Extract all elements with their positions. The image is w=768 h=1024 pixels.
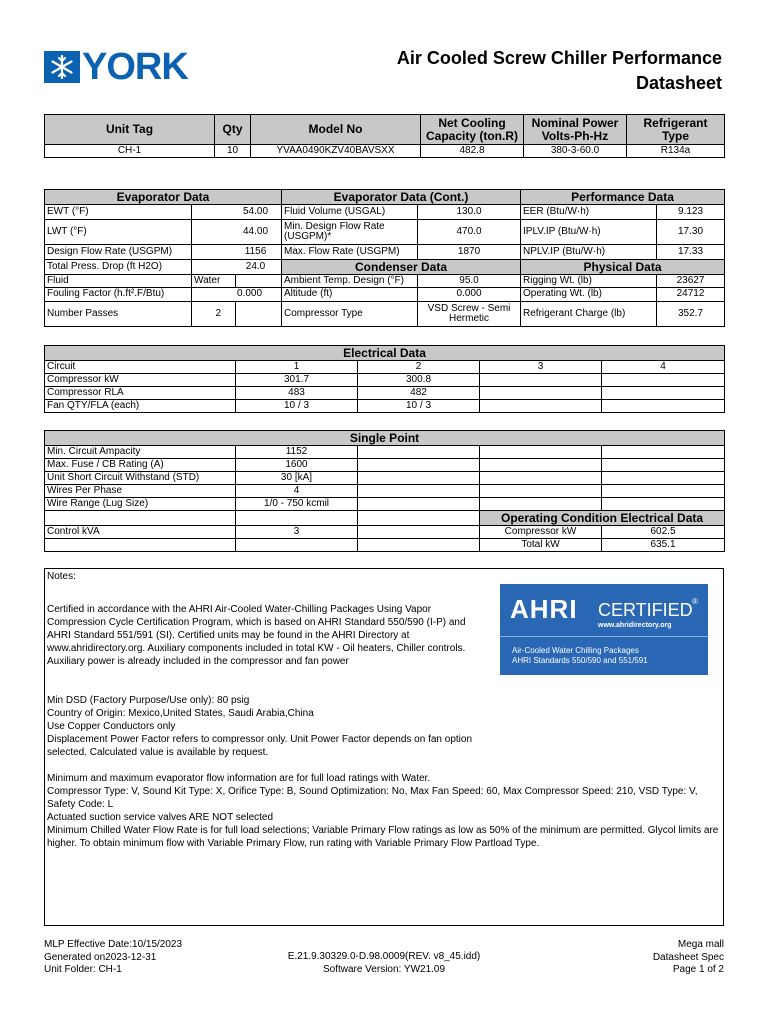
header-model-no: Model No [251,115,421,145]
perf-label: EER (Btu/W·h) [521,205,657,220]
condenser-label: Ambient Temp. Design (°F) [282,275,418,288]
physical-label: Rigging Wt. (lb) [521,275,657,288]
evap-value: 2 [192,302,236,327]
evap-label: Total Press. Drop (ft H2O) [45,260,192,275]
header-net-cooling: Net Cooling Capacity (ton.R) [421,115,524,145]
physical-label: Refrigerant Charge (lb) [521,302,657,327]
header-nominal-power: Nominal Power Volts-Ph-Hz [524,115,627,145]
condenser-data-title: Condenser Data [282,260,521,275]
op-label: Compressor kW [480,526,602,539]
evap-label: Fluid [45,275,192,288]
condenser-value: VSD Screw - Semi Hermetic [418,302,521,327]
sp-label: Max. Fuse / CB Rating (A) [45,459,236,472]
control-kva-value: 3 [236,526,358,539]
condenser-value: 0.000 [418,288,521,302]
electrical-data-title: Electrical Data [45,346,725,361]
power-value: 380-3-60.0 [524,145,627,158]
elec-label: Compressor RLA [45,387,236,400]
condenser-value: 95.0 [418,275,521,288]
brand-name: YORK [82,46,188,88]
evap-value: 24.0 [192,260,282,275]
perf-label: NPLV.IP (Btu/W·h) [521,245,657,260]
sp-label: Min. Circuit Ampacity [45,446,236,459]
single-point-title: Single Point [45,431,725,446]
snowflake-icon [44,51,80,83]
elec-c1: 1 [236,361,358,374]
elec-c2: 10 / 3 [358,400,480,413]
evap-label: Fouling Factor (h.ft².F/Btu) [45,288,192,302]
qty-value: 10 [215,145,251,158]
single-point-table [44,430,725,552]
notes-line: Use Copper Conductors only [47,721,176,732]
physical-data-title: Physical Data [521,260,725,275]
sp-label: Wire Range (Lug Size) [45,498,236,511]
perf-label: IPLV.IP (Btu/W·h) [521,220,657,245]
footer-revision: E.21.9.30329.0-D.98.0009(REV. v8_45.idd) [287,951,481,962]
sp-value: 1600 [236,459,358,472]
evap-cont-label: Fluid Volume (USGAL) [282,205,418,220]
unit-tag-value: CH-1 [45,145,215,158]
elec-label: Fan QTY/FLA (each) [45,400,236,413]
notes-line: Displacement Power Factor refers to compressor only. Unit Power Factor depends on fan option selected. Calculated value is available by request. [47,734,473,758]
evaporator-cont-title: Evaporator Data (Cont.) [282,190,521,205]
elec-c3 [480,400,602,413]
title-line-2: Datasheet [635,73,722,93]
perf-value: 17.33 [657,245,725,260]
elec-label: Compressor kW [45,374,236,387]
operating-condition-title: Operating Condition Electrical Data [480,511,725,526]
evap-label: EWT (°F) [45,205,192,220]
header-refrigerant: Refrigerant Type [627,115,725,145]
notes-line: Minimum and maximum evaporator flow information are for full load ratings with Water. [47,773,431,784]
registered-mark: ® [692,597,698,606]
evap-value: 54.00 [192,205,282,220]
notes-line: Country of Origin: Mexico,United States, Saudi Arabia,China [47,708,314,719]
elec-c2: 482 [358,387,480,400]
physical-value: 24712 [657,288,725,302]
footer-doc-type: Datasheet Spec [652,951,724,963]
evap-cont-label: Min. Design Flow Rate (USGPM)* [282,220,418,245]
header-qty: Qty [215,115,251,145]
badge-divider [500,636,708,637]
sp-value: 1/0 - 750 kcmil [236,498,358,511]
evap-cont-value: 130.0 [418,205,521,220]
footer-generated: Generated on2023-12-31 [44,951,157,963]
control-kva-label: Control kVA [45,526,236,539]
elec-c4 [602,374,725,387]
elec-c4 [602,400,725,413]
evap-value: 44.00 [192,220,282,245]
sp-label: Unit Short Circuit Withstand (STD) [45,472,236,485]
notes-heading: Notes: [47,571,76,582]
physical-label: Operating Wt. (lb) [521,288,657,302]
physical-value: 352.7 [657,302,725,327]
ahri-line-1: Air-Cooled Water Chilling Packages [512,646,639,655]
sp-value: 1152 [236,446,358,459]
op-value: 635.1 [602,539,725,552]
elec-c3 [480,387,602,400]
sp-value: 30 [kA] [236,472,358,485]
footer-software-version: Software Version: YW21.09 [322,963,446,975]
evap-cont-value: 1870 [418,245,521,260]
evap-value: 1156 [192,245,282,260]
header-unit-tag: Unit Tag [45,115,215,145]
elec-label: Circuit [45,361,236,374]
refrigerant-value: R134a [627,145,725,158]
model-no-value: YVAA0490KZV40BAVSXX [251,145,421,158]
notes-line: Minimum Chilled Water Flow Rate is for full load selections; Variable Primary Flow ratings as low as 50% of the minimum are permitted. Glycol limits are higher. To obtain minimum flow with Variable Primary Flow, run rating with Variable Primary Flow Partload Type. [47,825,719,849]
elec-c4 [602,387,725,400]
unit-table [44,114,725,158]
elec-c2: 2 [358,361,480,374]
evap-value: Water [192,275,236,288]
physical-value: 23627 [657,275,725,288]
elec-c1: 301.7 [236,374,358,387]
footer-center [234,951,534,976]
footer-left [44,939,182,977]
notes-line: Actuated suction service valves ARE NOT selected [47,812,274,823]
elec-c2: 300.8 [358,374,480,387]
op-label: Total kW [480,539,602,552]
title-line-1: Air Cooled Screw Chiller Performance [396,48,722,68]
evap-label: LWT (°F) [45,220,192,245]
evap-label: Number Passes [45,302,192,327]
notes-line: Min DSD (Factory Purpose/Use only): 80 psig [47,695,250,706]
footer-page-number: Page 1 of 2 [672,964,724,975]
elec-c1: 10 / 3 [236,400,358,413]
data-table [44,189,725,327]
sp-label: Wires Per Phase [45,485,236,498]
performance-data-title: Performance Data [521,190,725,205]
elec-c3: 3 [480,361,602,374]
footer-right [653,939,724,977]
perf-value: 9.123 [657,205,725,220]
footer-effective-date: MLP Effective Date:10/15/2023 [44,939,183,950]
notes-line: Compressor Type: V, Sound Kit Type: X, Orifice Type: B, Sound Optimization: No, Max Fan Speed: 60, Max Compressor Speed: 210, VSD Type: V, Safety Code: L [47,786,698,810]
evap-value: 0.000 [192,288,282,302]
elec-c1: 483 [236,387,358,400]
capacity-value: 482.8 [421,145,524,158]
footer-unit-folder: Unit Folder: CH-1 [44,964,122,975]
evaporator-data-title: Evaporator Data [45,190,282,205]
footer-project: Mega mall [677,939,724,950]
op-value: 602.5 [602,526,725,539]
condenser-label: Altitude (ft) [282,288,418,302]
notes-certification: Certified in accordance with the AHRI Air-Cooled Water-Chilling Packages Using Vapor Compression Cycle Certification Program, which is based on AHRI Standard 550/590 (I-P) and AHRI Standard 551/591 (SI). Certified units may be found in the AHRI Directory at www.ahridirectory.org. Auxiliary components included in total KW - Oil heaters, Chiller controls. Auxiliary power is already included in the compressor and fan power [47,604,466,667]
evap-cont-label: Max. Flow Rate (USGPM) [282,245,418,260]
york-logo [44,48,188,86]
evap-label: Design Flow Rate (USGPM) [45,245,192,260]
electrical-table [44,345,725,413]
ahri-line-2: AHRI Standards 550/590 and 551/591 [512,656,648,665]
perf-value: 17.30 [657,220,725,245]
ahri-certified-text: CERTIFIED [598,600,693,620]
ahri-certified-badge [500,584,708,675]
sp-value: 4 [236,485,358,498]
evap-cont-value: 470.0 [418,220,521,245]
elec-c4: 4 [602,361,725,374]
page-title [397,46,722,96]
condenser-label: Compressor Type [282,302,418,327]
elec-c3 [480,374,602,387]
ahri-logo: AHRI [510,594,578,624]
ahri-url: www.ahridirectory.org [598,622,672,629]
